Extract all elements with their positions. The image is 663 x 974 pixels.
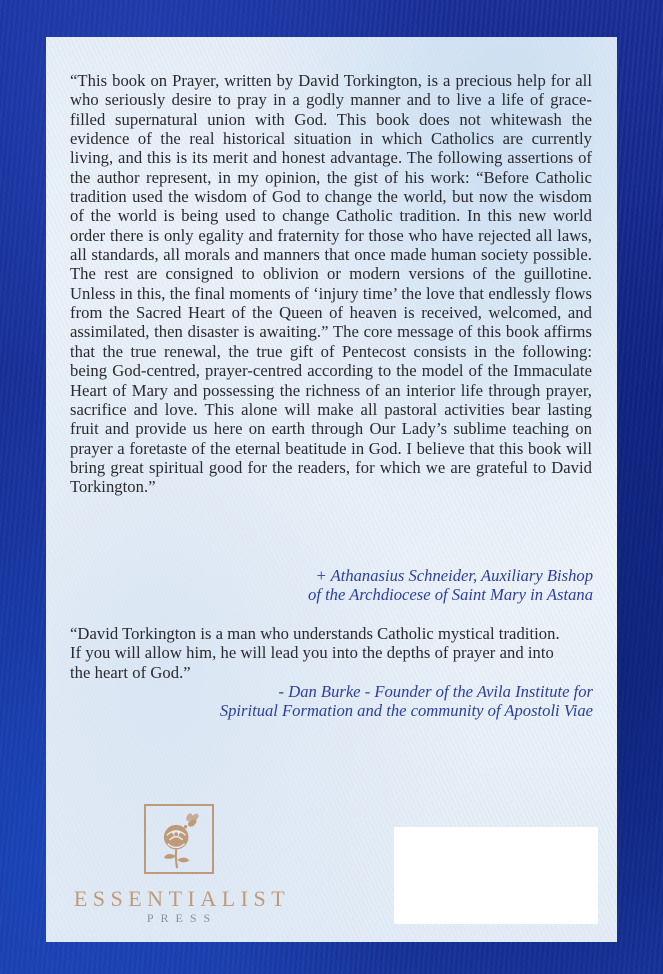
attribution-line-2: of the Archdiocese of Saint Mary in Astana xyxy=(308,585,593,605)
attribution-line-1: + Athanasius Schneider, Auxiliary Bishop xyxy=(315,566,593,585)
back-cover-panel xyxy=(46,37,617,942)
publisher-name: ESSENTIALIST xyxy=(73,886,291,911)
endorsement-quote-burke: “David Torkington is a man who understands Catholic mystical tradition. If you will allow him, he will lead you into the depths of prayer and into the heart of God.” xyxy=(70,624,560,682)
rose-and-bee-icon xyxy=(144,804,214,874)
endorsement-quote-schneider: “This book on Prayer, written by David Torkington, is a precious help for all who seriously desire to pray in a godly manner and to live a life of grace-filled supernatural union with God. This book does not whitewash the evidence of the real historical situation in which Catholics are currently living, and this is its merit and honest advantage. The following assertions of the author represent, in my opinion, the gist of his work: “Before Catholic tradition used the wisdom of God to change the world, but now the wisdom of the world is being used to change Catholic tradition. In this new world order there is only egality and fraternity for those who have rejected all laws, all standards, all morals and manners that once made human society possible. The rest are consigned to oblivion or modern versions of the guillotine. Unless in this, the final moments of ‘injury time’ the love that endlessly flows from the Sacred Heart of the Queen of heaven is received, welcomed, and assimilated, then disaster is awaiting.” The core message of this book affirms that the true renewal, the true gift of Pentecost consists in the following: being God-centred, prayer-centred according to the model of the Immaculate Heart of Mary and possessing the richness of an interior life through prayer, sacrifice and love. This alone will make all pastoral activities bear lasting fruit and provide us here on earth through Our Lady’s sublime teaching on prayer a foretaste of the eternal beatitude in God. I believe that this book will bring great spiritual good for the readers, for which we are grateful to David Torkington.” xyxy=(70,71,592,497)
attribution-line-1: - Dan Burke - Founder of the Avila Institute for xyxy=(278,682,593,701)
barcode-placeholder xyxy=(394,827,598,924)
endorsement-attribution-schneider xyxy=(308,566,593,605)
attribution-line-2: Spiritual Formation and the community of Apostoli Viae xyxy=(219,701,593,721)
publisher-subname: PRESS xyxy=(146,911,218,925)
endorsement-attribution-burke xyxy=(220,682,593,721)
